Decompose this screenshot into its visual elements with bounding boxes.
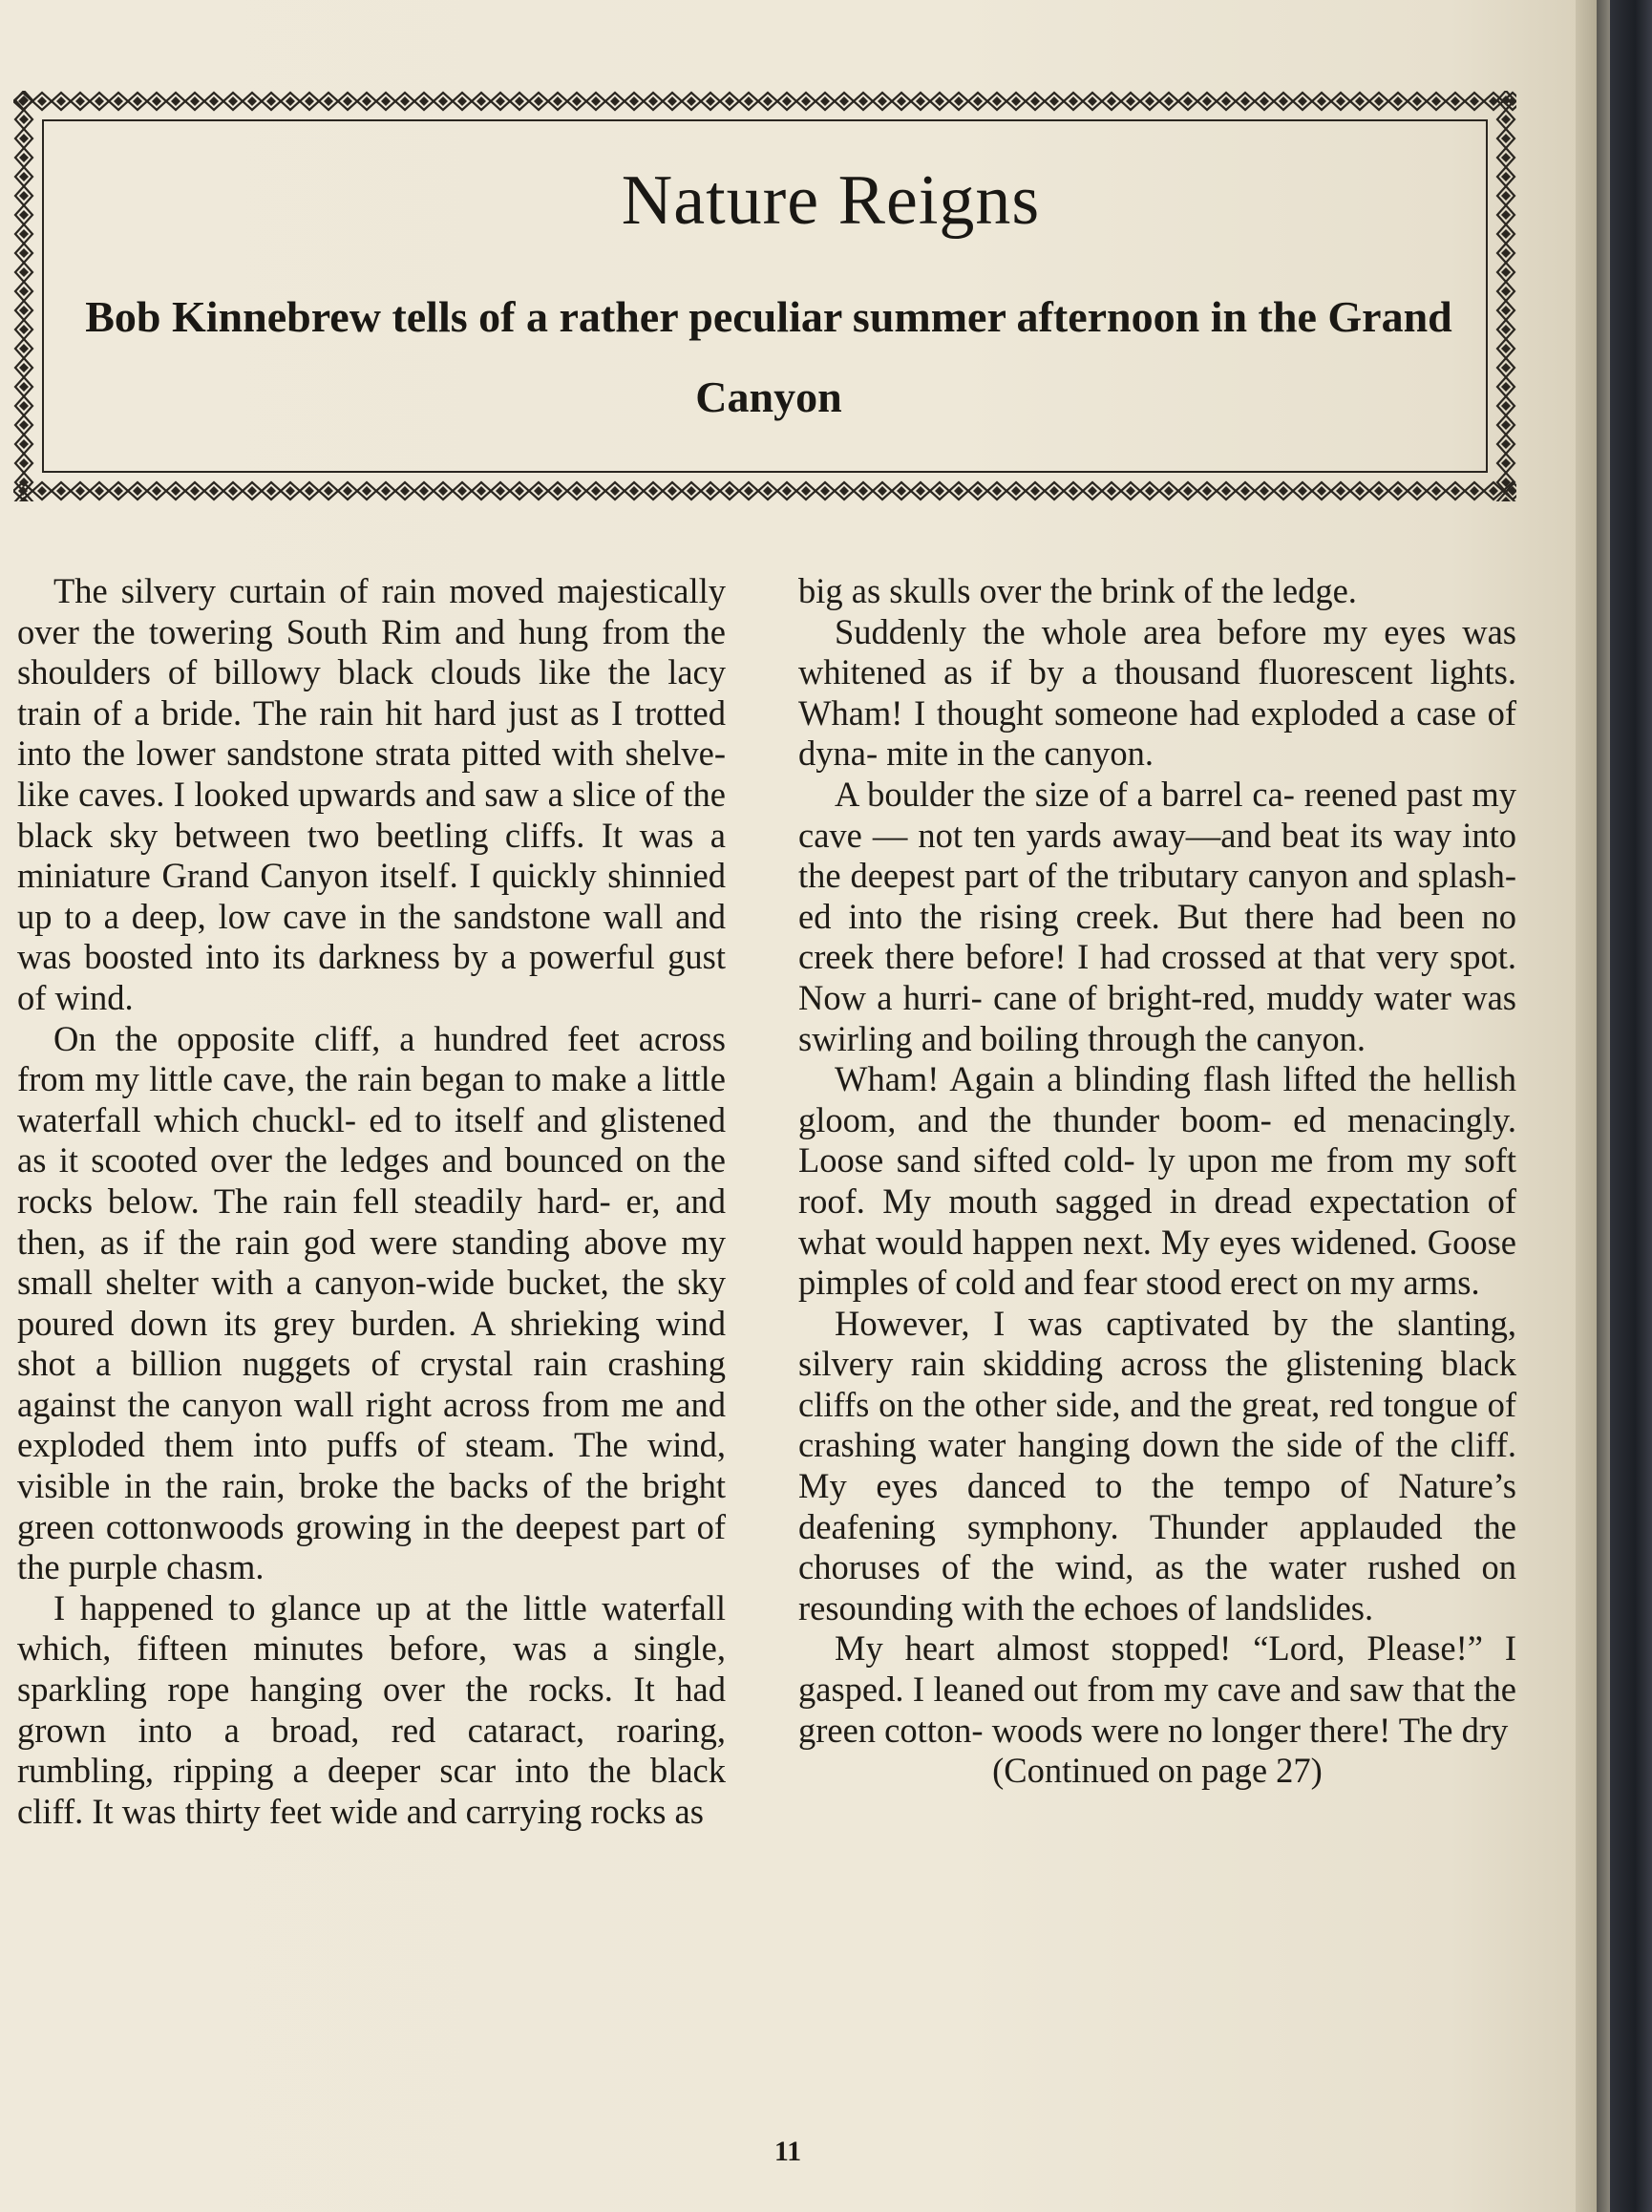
- article-subtitle: Bob Kinnebrew tells of a rather peculiar summer afternoon in the Grand Canyon: [85, 292, 1452, 421]
- binding-edge: [1597, 0, 1610, 2212]
- paragraph: My heart almost stopped! “Lord, Please!” I gasped. I leaned out from my cave and saw that the green cotton- woods were no longer there! The dry: [798, 1628, 1516, 1750]
- decorative-border-right: [1495, 91, 1516, 501]
- paragraph: However, I was captivated by the slanting, silvery rain skidding across the glistening black cliffs on the other side, and the great, red tongue of crashing water hanging down the side of the cliff. My eyes danced to the tempo of Nature’s deafening symphony. Thunder applauded the choruses of the wind, as the water rushed on resounding with the echoes of landslides.: [798, 1303, 1516, 1627]
- decorative-border-bottom: [13, 480, 1516, 501]
- left-column: [17, 571, 726, 1832]
- paragraph: On the opposite cliff, a hundred feet across from my little cave, the rain began to make a little waterfall which chuckl- ed to itself and glistened as it scooted over the ledges and bounced on the rocks below. The rain fell steadily hard- er, and then, as if the rain god were standing above my small shelter with a canyon-wide bucket, the sky poured down its grey burden. A shrieking wind shot a billion nuggets of crystal rain crashing against the canyon wall right across from me and exploded them into puffs of steam. The wind, visible in the rain, broke the backs of the bright green cottonwoods growing in the deepest part of the purple chasm.: [17, 1018, 726, 1587]
- page-number: 11: [773, 2136, 802, 2167]
- paragraph: Suddenly the whole area before my eyes was whitened as if by a thousand fluorescent lights. Wham! I thought someone had exploded a case of dyna- mite in the canyon.: [798, 611, 1516, 774]
- decorative-border-top: [13, 91, 1516, 112]
- paragraph: The silvery curtain of rain moved majestically over the towering South Rim and hung from the shoulders of billowy black clouds like the lacy train of a bride. The rain hit hard just as I trotted into the lower sandstone strata pitted with shelve-like caves. I looked upwards and saw a slice of the black sky between two beetling cliffs. It was a miniature Grand Canyon itself. I quickly shinnied up to a deep, low cave in the sandstone wall and was boosted into its darkness by a powerful gust of wind.: [17, 571, 726, 1017]
- paragraph: A boulder the size of a barrel ca- reened past my cave — not ten yards away—and beat its way into the deepest part of the tributary canyon and splash- ed into the rising creek. But there had been no creek there before! I had crossed at that very spot. Now a hurri- cane of bright-red, muddy water was swirling and boiling through the canyon.: [798, 774, 1516, 1058]
- continued-note: (Continued on page 27): [992, 1751, 1323, 1791]
- right-column: [798, 571, 1516, 1792]
- paragraph: Wham! Again a blinding flash lifted the hellish gloom, and the thunder boom- ed menacingly. Loose sand sifted cold- ly upon me from my soft roof. My mouth sagged in dread expectation of what would happen next. My eyes widened. Goose pimples of cold and fear stood erect on my arms.: [798, 1059, 1516, 1303]
- article-title: Nature Reigns: [621, 161, 1041, 240]
- book-cover-edge: [1610, 0, 1652, 2212]
- page-edge: [1576, 0, 1597, 2212]
- decorative-border-left: [13, 91, 34, 501]
- paragraph: I happened to glance up at the little waterfall which, fifteen minutes before, was a single, sparkling rope hanging over the rocks. It had grown into a broad, red cataract, roaring, rumbling, ripping a deeper scar into the black cliff. It was thirty feet wide and carrying rocks as: [17, 1587, 726, 1831]
- paragraph: big as skulls over the brink of the ledge.: [798, 571, 1357, 610]
